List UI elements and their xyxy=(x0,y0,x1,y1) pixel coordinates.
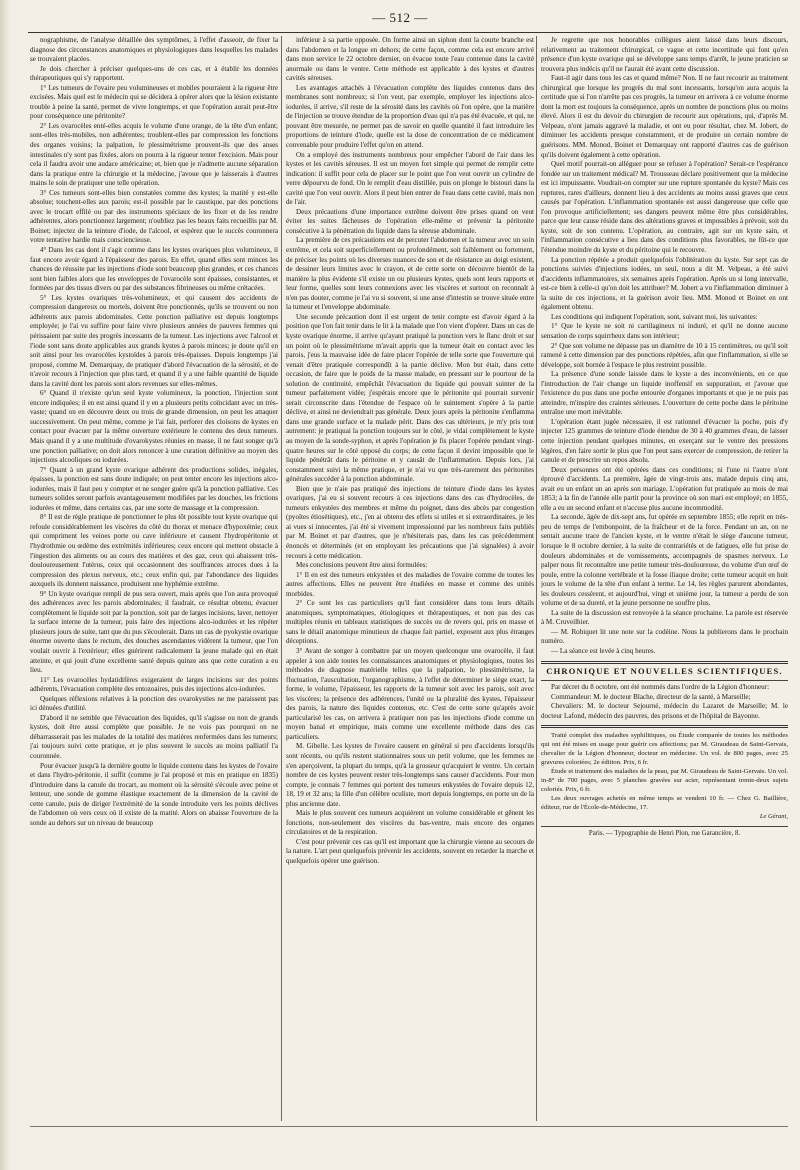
paragraph: 3° Avant de songer à combattre par un moyen quelconque une ovarocèle, il faut appeler à son aide toutes les connaissances anatomiques et physiologiques, toutes les méthodes de diagnose matérielle telles que la palpation, le plessimétrisme, la fluctuation, l'auscultation, l'organographisme, à l'effet de déterminer le siège exact, la forme, le volume, l'épaisseur, les rapports de la tumeur soit avec les parois, soit avec les viscères; la présence des adhérences, l'unité ou la pluralité des kystes, l'épaisseur des parois, la nature des liquides contenus, etc. C'est de cette sorte qu'après avoir particularisé les cas, on arrivera à pratiquer non pas les injections d'iode comme un moyen banal et empirique, mais comme une excellente méthode dans des cas particuliers. xyxy=(286,647,534,741)
paragraph: — La séance est levée à cinq heures. xyxy=(551,647,656,655)
paragraph: D'abord il ne semble que l'évacuation des liquides, qu'il s'agisse ou non de grands kystes, doit être aussi complète que possible. Je ne vois pas pourquoi on ne débarrasserait pas les malades de la totalité des matières renfermées dans les tumeurs; j'ai toujours suivi cette pratique, et je plus souvent le succès au moins palliatif l'a couronnée. xyxy=(30,713,278,761)
imprint-rule xyxy=(541,826,788,827)
paragraph: La suite de la discussion est renvoyée à la séance prochaine. La parole est réservée à M. Cruveilhier. xyxy=(541,608,788,627)
paragraph: 2° Les ovarocèles enté-elles acquis le volume d'une orange, de la tête d'un enfant; sont-elles très-mobiles, non adhérentes; troublent-elles par compression les fonctions des organes voisins; la palpation, le plessimétrisme prouvent-ils que des anses intestinales n'y sont pas fixées, alors on pourra à la rigueur tenter l'excision. Mais pour cela il faudra avoir une audace américaine; et, bien que je n'admette aucune séparation dans la pratique entre la chirurgie et la médecine, j'avoue que je laisserais à d'autres mains le soin de pratiquer une telle opération. xyxy=(30,121,278,188)
paragraph: La première de ces précautions est de percuter l'abdomen et la tumeur avec un soin extrême, et cela soit superficiellement ou profondément, soit faiblement ou fortement, de préciser les points où les diverses nuances de son et de résistance au doigt existent, de dessiner leurs limites avec le crayon, et de cette sorte on découvre bientôt de la manière la plus évidente s'il existe un ou plusieurs kystes, quels sont leurs rapports et leur forme, quelles sont leurs connexions avec les viscères et surtout on reconnaît à n'en pas douter, comme je l'ai vu si souvent, si une anse d'intestin se trouve située entre la tumeur et l'enveloppe abdominale. xyxy=(286,236,534,312)
section-rule xyxy=(541,661,788,664)
paragraph: Deux personnes ont été opérées dans ces conditions; ni l'une ni l'autre n'ont éprouvé d'accidents. La première, âgée de vingt-trois ans, malade depuis cinq ans, avait eu un enfant un an après son mariage. L'opération fut pratiquée au mois de mai 1853; à la fin de l'année elle partit pour la province où son mari est employé; en 1855, elle a eu un second enfant et n'accuse plus aucune incommodité. xyxy=(541,465,788,512)
paragraph: — M. Robiquet lit une note sur la codéine. Nous la publierons dans le prochain numéro. xyxy=(541,627,788,646)
paragraph: Mais le plus souvent ces tumeurs acquièrent un volume considérable et gênent les fonctions, non-seulement des viscères du bas-ventre, mais encore des organes circulatoires et de la respiration. xyxy=(286,809,534,837)
paragraph: 11° Les ovarocèles hydatidifères exigeraient de larges incisions sur des points adhérents, l'évacuation complète des entozoaires, puis des injections alco-iodurées. xyxy=(30,675,278,694)
column-right xyxy=(541,36,788,1121)
section-rule xyxy=(541,680,788,681)
manager-signature: Le Gérant, xyxy=(759,813,788,821)
paragraph: L'opération étant jugée nécessaire, il est rationnel d'évacuer la poche, puis d'y injecter 125 grammes de teinture d'iode étendue de 30 à 40 grammes d'eau, de laisser cette injection pendant quelques minutes, en exerçant sur le ventre des pressions légères, d'en faire sortir le plus que l'on peut sans exercer de compression, de retirer la canule et de prescrire un repos absolu. xyxy=(541,417,788,465)
paragraph: On a employé des instruments nombreux pour empêcher l'abord de l'air dans les kystes et les cavités séreuses. Il est un moyen fort simple qui permet de remplir cette indication: il suffit pour cela de placer sur le point que l'on veut ouvrir un cylindre de verre dépourvu de fond. On le remplit d'eau distillée, puis on plonge le bistouri dans la cavité que l'on veut ouvrir. Alors il peut bien entrer de l'eau dans cette cavité, mais non de l'air. xyxy=(286,150,534,207)
paragraph: Mes conclusions peuvent être ainsi formulées: xyxy=(296,561,428,570)
book-advertisement: Traité complet des maladies syphilitiques, ou Étude comparée de toutes les méthodes qui ont été mises en usage pour guérir ces affections; par M. Giraudeau de Saint-Gervais, chevalier de la Légion d'honneur, docteur en médecine. Un vol. de 800 pages, avec 25 gravures coloriées; 2e édition. Prix, 6 fr. xyxy=(541,732,788,767)
paragraph: Quel motif pourrait-on alléguer pour se refuser à l'opération? Serait-ce l'espérance fondée sur un traitement médical? M. Trousseau déclare positivement que la médecine est ici impuissante. Voudrait-on compter sur une rupture spontanée du kyste? Mais ces ruptures, rares d'ailleurs, donnent lieu à des accidents au moins aussi graves que ceux causés par l'opération. L'inflammation spontanée est aussi dangereuse que celle que l'on provoque artificiellement; ses dangers peuvent même être plus considérables, parce que leur cause réside dans des altérations graves et impossibles à prévoir, soit du kyste, soit de son contenu. L'opération, au contraire, agit sur un kyste sain, et l'inflammation consécutive a lieu dans des conditions plus favorables, ne fût-ce que l'étendue moindre du kyste et du péritoine qui le recouvre. xyxy=(541,160,788,255)
page-number: — 512 — xyxy=(372,10,428,25)
book-advertisement: Les deux ouvrages achetés en même temps se vendent 10 fr. — Chez G. Baillière, éditeur, rue de l'École-de-Médecine, 17. xyxy=(541,795,788,812)
column-left xyxy=(30,36,278,1121)
paragraph: M. Gibelle. Les kystes de l'ovaire causent en général si peu d'accidents lorsqu'ils sont récents, ou qu'ils restent stationnaires sous un petit volume, que les femmes ne s'en aperçoivent, la plupart du temps, qu'à la grosseur qu'acquiert le ventre. Un certain nombre de ces kystes peuvent rester très-longtemps sans causer d'accidents. Pour mon compte, je connais 7 femmes qui portent des tumeurs enkystées de l'ovaire depuis 12, 18, 19 et 32 ans; la fille d'un célèbre oculiste, mort depuis longtemps, en porte un de la plus ancienne date. xyxy=(286,742,534,808)
paragraph: Je regrette que nos honorables collègues aient laissé dans leurs discours, relativement au traitement chirurgical, ce vague et cette incertitude qui font qu'en présence d'un kyste ovarique qui se développe sans temps d'arrêt, le jeune praticien se trouvera plus indécis qu'il ne l'aurait été avant cette discussion. xyxy=(541,36,788,73)
section-title: CHRONIQUE ET NOUVELLES SCIENTIFIQUES. xyxy=(546,665,783,676)
paragraph: 2° Que son volume ne dépasse pas un diamètre de 10 à 15 centimètres, ou qu'il soit ramené à cette dimension par des ponctions répétées, afin que l'inflammation, si elle se développe, soit bornée à l'espace le plus restreint possible. xyxy=(541,341,788,369)
paragraph: Les avantages attachés à l'évacuation complète des liquides contenus dans des membranes sont nombreux; si l'on veut, par exemple, employer les injections alco-iodurées, il arrive, s'il reste de la sérosité dans les cavités où l'on opère, que la matière de l'injection se trouve étendue de la proportion d'eau qui n'a pas été évacuée, et qui, ne pouvant être mesurée, ne permet pas de savoir en quelle quantité il faut introduire les proportions de teinture d'iode, quelle est la dose de concentration de ce médicament convenable pour produire l'effet qu'on en attend. xyxy=(286,83,534,150)
paragraph: 1° Il en est des tumeurs enkystées et des maladies de l'ovaire comme de toutes les autres affections. Elles ne peuvent être étudiées en masse et comme des unités morbides. xyxy=(286,570,534,598)
paragraph: Deux précautions d'une importance extrême doivent être prises quand on veut éviter les suites fâcheuses de l'opération elle-même et prévenir la péritonite consécutive à la pénétration du liquide dans la séreuse abdominale. xyxy=(286,207,534,235)
column-divider xyxy=(281,36,282,1121)
paragraph: Commandeur: M. le docteur Blache, directeur de la santé, à Marseille; xyxy=(551,692,751,701)
paragraph: nographisme, de l'analyse détaillée des symptômes, à l'effet d'asseoir, de fixer la diagnose des circonstances anatomiques et physiologiques dans lesquelles les malades se trouvaient placées. xyxy=(30,36,278,64)
paragraph: C'est pour prévenir ces cas qu'il est important que la chirurgie vienne au secours de la nature. L'art peut quelquefois prévenir les accidents, souvent en retarder la marche et quelquefois opérer une guérison. xyxy=(286,837,534,866)
paragraph: 6° Quand il n'existe qu'un seul kyste volumineux, la ponction, l'injection sont encore indiquées; il en est ainsi quand il y en a plusieurs petits coïncidant avec un très-vaste; quand on en découvre deux ou trois de grande dimension, on peut les attaquer successivement. On peut même, comme je l'ai fait, perforer des cloisons de kystes en contact pour évacuer par la même ouverture extérieure le contenu des deux tumeurs. Mais quand il y a une multitude d'ovarokystes réunies en masse, il ne faut songer qu'à une ponction palliative; on doit alors renoncer à une curation définitive au moyen des injections alcooliques ou iodurées. xyxy=(30,389,278,465)
column-middle xyxy=(286,36,534,1121)
header-rule xyxy=(28,32,782,33)
paragraph: Quelques réflexions relatives à la ponction des ovarokysties ne me paraissent pas ici dénuées d'utilité. xyxy=(30,694,278,713)
paragraph: 9° Un kyste ovarique rempli de pus sera ouvert, mais après que l'on aura provoqué des adhérences avec les parois abdominales; il faudrait, ce résultat obtenu, évacuer complètement le liquide soit par la ponction, soit par de larges incisions, laver, nettoyer la surface interne de la tumeur, puis faire des injections alco-iodurées et les répéter plusieurs jours de suite, tant que du pus s'écoulerait. Dans un cas de pyokystie ovarique énorme ouverte dans le rectum, des douches ascendantes vidèrent la tumeur, que l'on voulait ouvrir à l'extérieur; elles guérirent radicalement la jeune malade qui en était atteinte, et qui jouit d'une excellente santé depuis quinze ans que cette curation a eu lieu. xyxy=(30,589,278,675)
paragraph: Pour évacuer jusqu'à la dernière goutte le liquide contenu dans les kystes de l'ovaire et dans l'hydro-péritonie, il suffit (comme je l'ai proposé et mis en pratique en 1835) d'introduire dans la canule du trocart, au moment où la sérosité s'écoule avec peine et lenteur, une sonde de gomme élastique exactement de la dimension de la cavité de cette canule, puis de diriger l'extrémité de la sonde introduite vers les points déclives de l'abdomen où vers ceux où il existe de la matité. Alors on abaisse l'ouverture de la sonde au dehors sur un niveau de beaucoup xyxy=(30,761,278,827)
paragraph: 3° Ces tumeurs sont-elles bien constatées comme des kystes; la matité y est-elle absolue; touchent-elles aux parois; est-il possible par le caustique, par des ponctions avec le trocart effilé ou par des instruments spéciaux de les fixer et de les rendre adhérentes, alors ponctionnez largement; n'oubliez pas les beaux faits recueillis par M. Boinet; injectez de la teinture d'iode, de l'alcool, et espérez que le succès couronnera votre tentative hardie mais consciencieuse. xyxy=(30,188,278,245)
paragraph: La seconde, âgée de dix-sept ans, fut opérée en septembre 1855; elle reprit en très-peu de temps de l'embonpoint, de la fraîcheur et de la force. Pendant un an, on ne sentait aucune trace de l'ancien kyste, et le ventre n'était le siège d'aucune tumeur, lorsque le 8 octobre dernier, à la suite de contrariétés et de fatigues, elle fut prise de douleurs abdominales et de vomissements, accompagnés de spasmes nerveux. Le palper nous fit reconnaître une petite tumeur très-douloureuse, du volume d'un œuf de poule, entre la colonne vertébrale et la fosse iliaque droite; cette tumeur acquit en huit jours le volume de la tête d'un enfant à terme. Le 14, les règles parurent abondantes, les douleurs cessèrent, et aujourd'hui, vingt et unième jour, la tumeur a perdu de son volume et de sa dureté, et la jeune personne ne souffre plus. xyxy=(541,513,788,608)
paragraph: 2° Ce sont les cas particuliers qu'il faut considérer dans tous leurs détails anatomiques, symptomatiques, étiologiques et thérapeutiques, et non pas des cas multiples réunis en tableaux statistiques de succès ou de revers qui, pris en masse et sans le détail anatomique minutieux de chaque fait partiel, exposent aux plus étranges déceptions. xyxy=(286,599,534,646)
printer-imprint: Paris. — Typographie de Henri Plon, rue Garancière, 8. xyxy=(588,829,741,837)
column-divider xyxy=(536,36,537,1121)
paragraph: Les conditions qui indiquent l'opération, sont, suivant moi, les suivantes: xyxy=(551,312,758,321)
paragraph: 4° Dans les cas dont il s'agit comme dans les kystes ovariques plus volumineux, il faut encore avoir égard à l'épaisseur des parois. En effet, quand elles sont minces les chances de réussite par les injections d'iode sont beaucoup plus grandes, et ces chances sont bien faibles alors que les enveloppes de l'ovarocèle sont épaisses, consistantes, et formées par des tissus divers ou par des substances fibrineuses ou même crétacées. xyxy=(30,246,278,293)
paragraph: Une seconde précaution dont il est urgent de tenir compte est d'avoir égard à la position que l'on fait tenir dans le lit à la malade que l'on vient d'opérer. Dans un cas de kyste ovarique énorme, il arrive qu'ayant pratiqué la ponction vers le flanc droit et sur un point où le plessimétrisme m'avait appris que la tumeur était en contact avec les parois, j'eus la mauvaise idée de faire placer l'opérée de telle sorte que l'ouverture qui venait d'être pratiquée correspondît à la partie déclive. Mon but était, dans cette occasion, de faire que le poids de la masse malade, en pressant sur le pourtour de la solution de continuité, empêchât l'évacuation du liquide qui pouvait suinter de la tumeur parfaitement vidée; j'espérais encore que le péritonite qui pourrait survenir serait circonscrite dans l'étendue de l'espace où le suintement s'opère à la partie déclive, et ainsi ne deviendrait pas générale. Deux jours après la péritonite s'enflamma dans une grande surface et la malade périt. Dans des cas ultérieurs, je m'y pris tout autrement: je pratiquai la ponction toujours sur le côté, je vidai complètement le kyste au moyen de la sonde-syphon, et après l'opération je fis placer l'opérée pendant vingt-quatre heures sur le côté opposé du corps; de cette façon il devint impossible que le liquide pénétrât dans le péritoine et y causât de l'inflammation. Depuis lors, j'ai constamment suivi la même pratique, et je n'ai vu que très-rarement des péritonites générales succéder à la ponction abdominale. xyxy=(286,312,534,484)
paragraph: 8° Il est de règle pratique de ponctionner le plus tôt possible tout kyste ovarique qui refoule considérablement les viscères du côté du thorax et menace d'hypoxémie; ceux qui compriment les veines porte ou cave inférieure et causent l'hydropéritonie et l'hydrothmie ou œdème des extrémités inférieures; ceux encore qui mettent obstacle à l'ingestion des aliments ou au cours des matières et des gaz, ceux qui abaissent très-douloureusement l'utérus, ceux qui occasionnent des souffrances atroces dues à la compression des plexus nerveux, etc.; ceux enfin qui, par l'abondance des liquides auxquels ils donnent naissance, produisent une hyphémie extrême. xyxy=(30,513,278,589)
page-binding-shadow xyxy=(0,0,10,1170)
paragraph: Je dois chercher à préciser quelques-uns de ces cas, et à établir les données thérapeutiques qui s'y rapportent. xyxy=(30,64,278,83)
page-header xyxy=(0,10,800,30)
paragraph: inférieur à sa partie opposée. On forme ainsi un siphon dont la courte branche est dans l'abdomen et la longue en dehors; de cette façon, comme cela est encore arrivé dans mon service le 22 octobre dernier, on évacue toute l'eau contenue dans la cavité anormale ou dans le ventre. Cette méthode est applicable à des kystes et d'autres cavités séreuses. xyxy=(286,36,534,83)
paragraph: La présence d'une sonde laissée dans le kyste a des inconvénients, en ce que l'introduction de l'air change un liquide inoffensif en suppuration, et j'avoue que l'existence du pus dans une poche entourée d'organes importants et que je ne puis pas atteindre, m'inspire des craintes sérieuses. L'ouverture de cette poche dans le péritoine entraîne une mort inévitable. xyxy=(541,370,788,417)
paragraph: 1° Les tumeurs de l'ovaire peu volumineuses et mobiles pourraient à la rigueur être excisées. Mais quel est le médecin qui se décidera à opérer alors que la lésion existante trouble à peine la santé, permet de vivre longtemps, et que l'opération aurait peut-être pour conséquence une péritonite? xyxy=(30,83,278,121)
paragraph: 5° Les kystes ovariques très-volumineux, et qui causent des accidents de compression dangereux ou mortels, doivent être ponctionnés, qu'ils se trouvent ou non adhérents aux parois abdominales. Cette ponction palliative est depuis longtemps employée; je l'ai vu suffire pour faire vivre plusieurs années de pauvres femmes qui périssaient par suite des progrès incessants de la tumeur. Les injections avec l'alcool et l'iode sont sans doute applicables aux grands kystes à parois minces; je doute qu'il en soit ainsi pour les ovarocèles kystoïdes à parois très-épaisses. Depuis longtemps j'ai proposé, comme M. Demarquay, de pratiquer d'abord l'évacuation de la sérosité, et de n'avoir recours à l'injection que plus tard, et quand il y a une faible quantité de liquide dans la cavité dont les parois sont alors revenues sur elles-mêmes. xyxy=(30,293,278,388)
paragraph: 1° Que le kyste ne soit ni cartilagineux ni induré, et qu'il ne donne aucune sensation de corps squirrheux dans son intérieur; xyxy=(541,322,788,340)
paragraph: La ponction répétée a produit quelquefois l'oblitération du kyste. Sur sept cas de ponctions suivies d'injections iodées, un seul, nous a dit M. Velpeau, a été suivi d'accidents inflammatoires, six semaines après l'opération. Après un si long intervalle, est-ce bien à celle-ci qu'on doit les attribuer? M. Jobert a vu l'inflammation diminuer à la suite de ces injections, et la guérison avoir lieu. MM. Monod et Boinet en ont également obtenu. xyxy=(541,255,788,312)
paragraph: Bien que je n'aie pas pratiqué des injections de teinture d'iode dans les kystes ovariques, j'ai eu si souvent recours à ces injections dans des cas d'hydrocèles, de tumeurs enkystées des membres et même du poignet, dans des abcès par congestion (pyoïtes étiosétiques), etc., j'en ai obtenu des effets si utiles et si extraordinaires, je les ai vues si innocentes, j'ai été si vivement impressionné par les nombreux faits publiés par M. Boinet et par d'autres, que je n'hésiterais pas, dans les cas précédemment énoncés et déterminés (et en employant les précautions que j'ai signalées) à avoir recours à cette médication. xyxy=(286,484,534,560)
paragraph: Faut-il agir dans tous les cas et quand même? Non. Il ne faut recourir au traitement chirurgical que lorsque les progrès du mal sont incessants, lorsqu'on aura acquis la certitude que si l'on n'arrête pas ces progrès, la tumeur en arrivera à ce volume énorme dont la mort est toujours la conséquence, après un nombre de ponctions plus ou moins élevé. Alors il est du devoir du chirurgien de recourir aux opérations, qui, d'après M. Velpeau, n'ont jamais aggravé la maladie, et ont eu pour résultat, chez M. Jobert, de diminuer les accidents presque constamment, et de produire un certain nombre de guérisons. MM. Monod, Boinet et Demarquay ont rapporté d'autres cas de guérison qu'ils doivent également à cette opération. xyxy=(541,74,788,159)
paragraph: Par décret du 8 octobre, ont été nommés dans l'ordre de la Légion d'honneur: xyxy=(551,683,770,692)
book-advertisement: Étude et traitement des maladies de la peau, par M. Giraudeau de Saint-Gervais. Un vol. in-8° de 700 pages, avec 5 planches gravées sur acier, représentant trente-deux sujets coloriés. Prix, 6 fr. xyxy=(541,768,788,794)
paragraph: 7° Quant à un grand kyste ovarique adhérent des productions solides, inégales, épaisses, la ponction est sans doute indiquée; on peut tenter encore les injections alco-iodurées, mais il faut peu y compter et ne songer guère qu'à la ponction palliative. Ces tumeurs solides seront parfois avantageusement modifiées par les douches, les frictions iodurées et même, dans certains cas, par une sorte de massage et la compression. xyxy=(30,465,278,512)
footer-rule xyxy=(30,1126,788,1127)
paragraph: Chevaliers: M. le docteur Sejourné, médecin du Lazaret de Marseille; M. le docteur Lafond, médecin des pauvres, des prisons et de l'hôpital de Bayonne. xyxy=(541,702,788,720)
ads-rule xyxy=(541,725,788,728)
